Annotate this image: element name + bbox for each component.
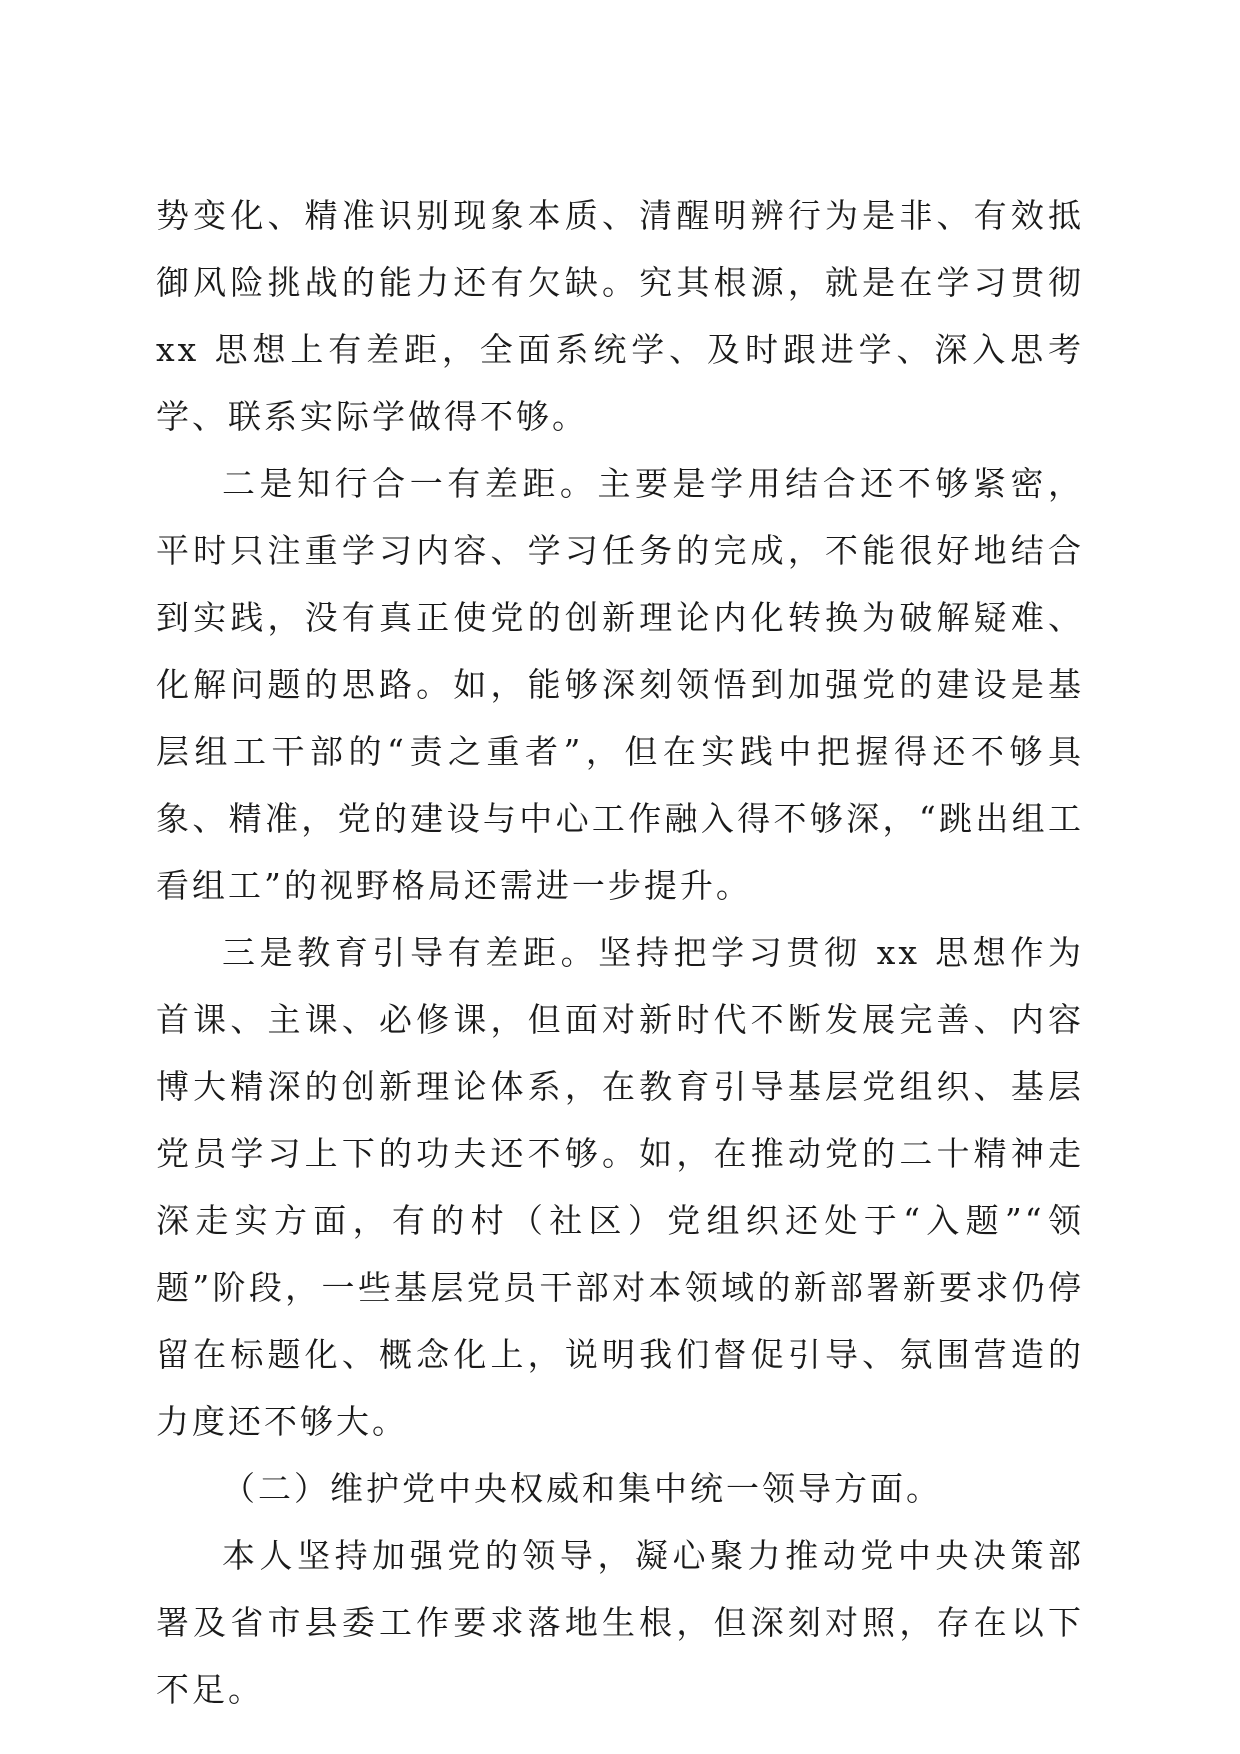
section-heading: （二）维护党中央权威和集中统一领导方面。 — [222, 1469, 942, 1508]
document-body — [156, 182, 1084, 1723]
paragraph-section-intro: 本人坚持加强党的领导，凝心聚力推动党中央决策部署及省市县委工作要求落地生根，但深刻对照，存在以下不足。 — [156, 1536, 1084, 1709]
paragraph-point-three: 三是教育引导有差距。坚持把学习贯彻 xx 思想作为首课、主课、必修课，但面对新时代不断发展完善、内容博大精深的创新理论体系，在教育引导基层党组织、基层党员学习上下的功夫还不够。如，在推动党的二十精神走深走实方面，有的村（社区）党组织还处于“入题”“领题”阶段，一些基层党员干部对本领域的新部署新要求仍停留在标题化、概念化上，说明我们督促引导、氛围营造的力度还不够大。 — [156, 933, 1084, 1441]
paragraph-continuation: 势变化、精准识别现象本质、清醒明辨行为是非、有效抵御风险挑战的能力还有欠缺。究其根源，就是在学习贯彻 xx 思想上有差距，全面系统学、及时跟进学、深入思考学、联系实际学做得不够。 — [156, 196, 1084, 436]
paragraph-point-two: 二是知行合一有差距。主要是学用结合还不够紧密，平时只注重学习内容、学习任务的完成，不能很好地结合到实践，没有真正使党的创新理论内化转换为破解疑难、化解问题的思路。如，能够深刻领悟到加强党的建设是基层组工干部的“责之重者”，但在实践中把握得还不够具象、精准，党的建设与中心工作融入得不够深，“跳出组工看组工”的视野格局还需进一步提升。 — [156, 464, 1084, 905]
